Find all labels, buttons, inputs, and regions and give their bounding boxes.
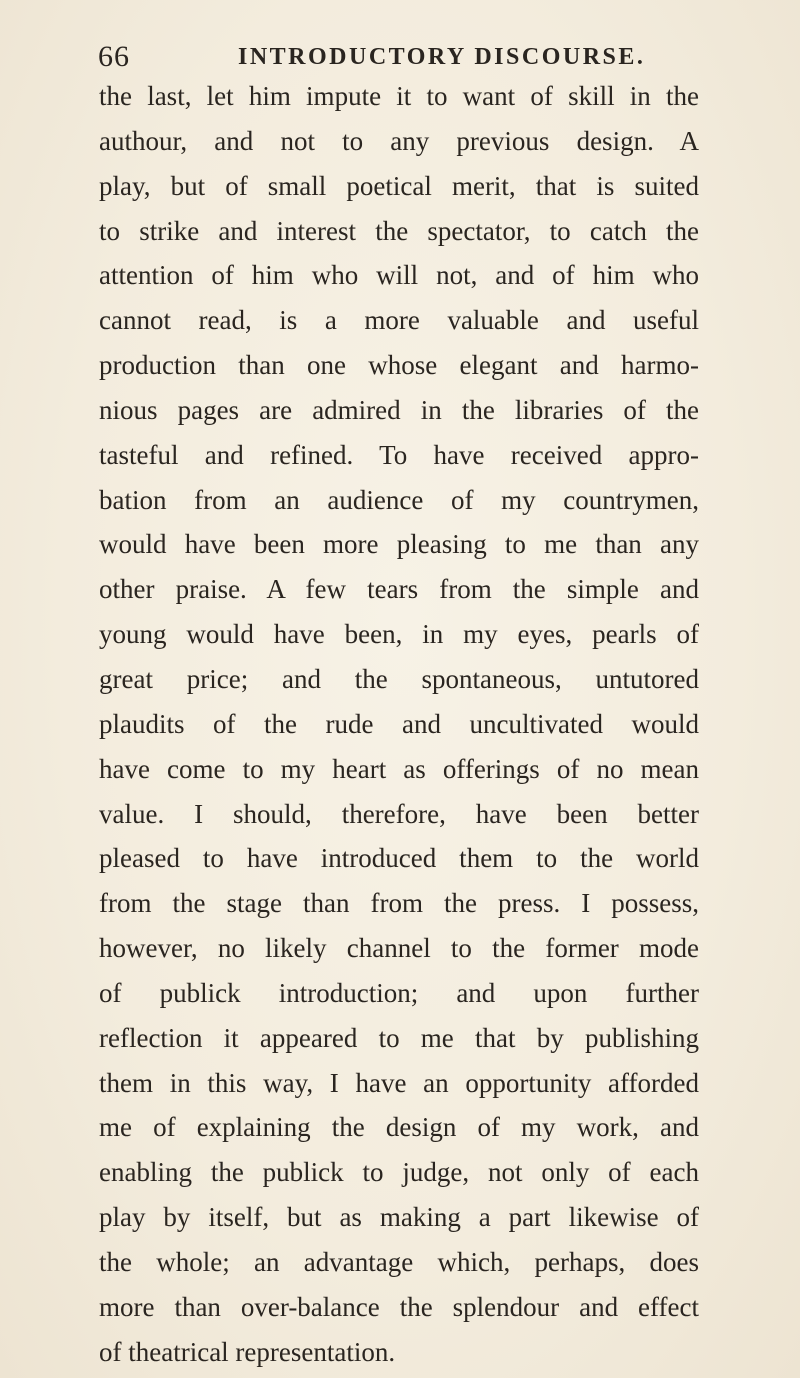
text-line: authour, and not to any previous design. A xyxy=(99,125,699,156)
text-line: young would have been, in my eyes, pearls of xyxy=(99,619,699,650)
text-line: attention of him who will not, and of him who xyxy=(99,260,699,291)
text-line: value. I should, therefore, have been better xyxy=(99,798,699,829)
text-line: from the stage than from the press. I possess, xyxy=(99,888,699,919)
text-line: the last, let him impute it to want of skill in the xyxy=(99,81,699,111)
text-line: more than over-balance the splendour and effect xyxy=(99,1291,699,1322)
text-line: play, but of small poetical merit, that is suited xyxy=(99,170,699,201)
text-line: pleased to have introduced them to the world xyxy=(99,843,699,874)
text-line: reflection it appeared to me that by publishing xyxy=(99,1022,699,1053)
text-line: them in this way, I have an opportunity afforded xyxy=(99,1067,699,1098)
text-line: have come to my heart as offerings of no mean xyxy=(99,753,699,784)
text-line: great price; and the spontaneous, untutored xyxy=(99,663,699,694)
text-line: of theatrical representation. xyxy=(99,1336,396,1367)
text-line: nious pages are admired in the libraries of the xyxy=(99,394,699,425)
text-line: tasteful and refined. To have received appro- xyxy=(99,439,699,470)
text-line: of publick introduction; and upon further xyxy=(99,977,699,1008)
body-text xyxy=(99,74,699,1374)
text-line: plaudits of the rude and uncultivated would xyxy=(99,708,699,739)
text-line: cannot read, is a more valuable and useful xyxy=(99,305,699,336)
text-line: production than one whose elegant and harmo- xyxy=(99,350,699,381)
text-line: enabling the publick to judge, not only of each xyxy=(99,1157,699,1188)
text-line: other praise. A few tears from the simple and xyxy=(99,574,699,605)
text-line: however, no likely channel to the former mode xyxy=(99,933,699,964)
text-line: bation from an audience of my countrymen, xyxy=(99,484,699,515)
text-line: play by itself, but as making a part likewise of xyxy=(99,1202,699,1233)
page-number: 66 xyxy=(98,40,130,73)
text-line: would have been more pleasing to me than any xyxy=(99,529,699,560)
text-line: me of explaining the design of my work, and xyxy=(99,1112,699,1143)
running-head: INTRODUCTORY DISCOURSE. xyxy=(238,44,646,70)
text-line: the whole; an advantage which, perhaps, does xyxy=(99,1246,699,1277)
text-line: to strike and interest the spectator, to catch the xyxy=(99,215,699,246)
